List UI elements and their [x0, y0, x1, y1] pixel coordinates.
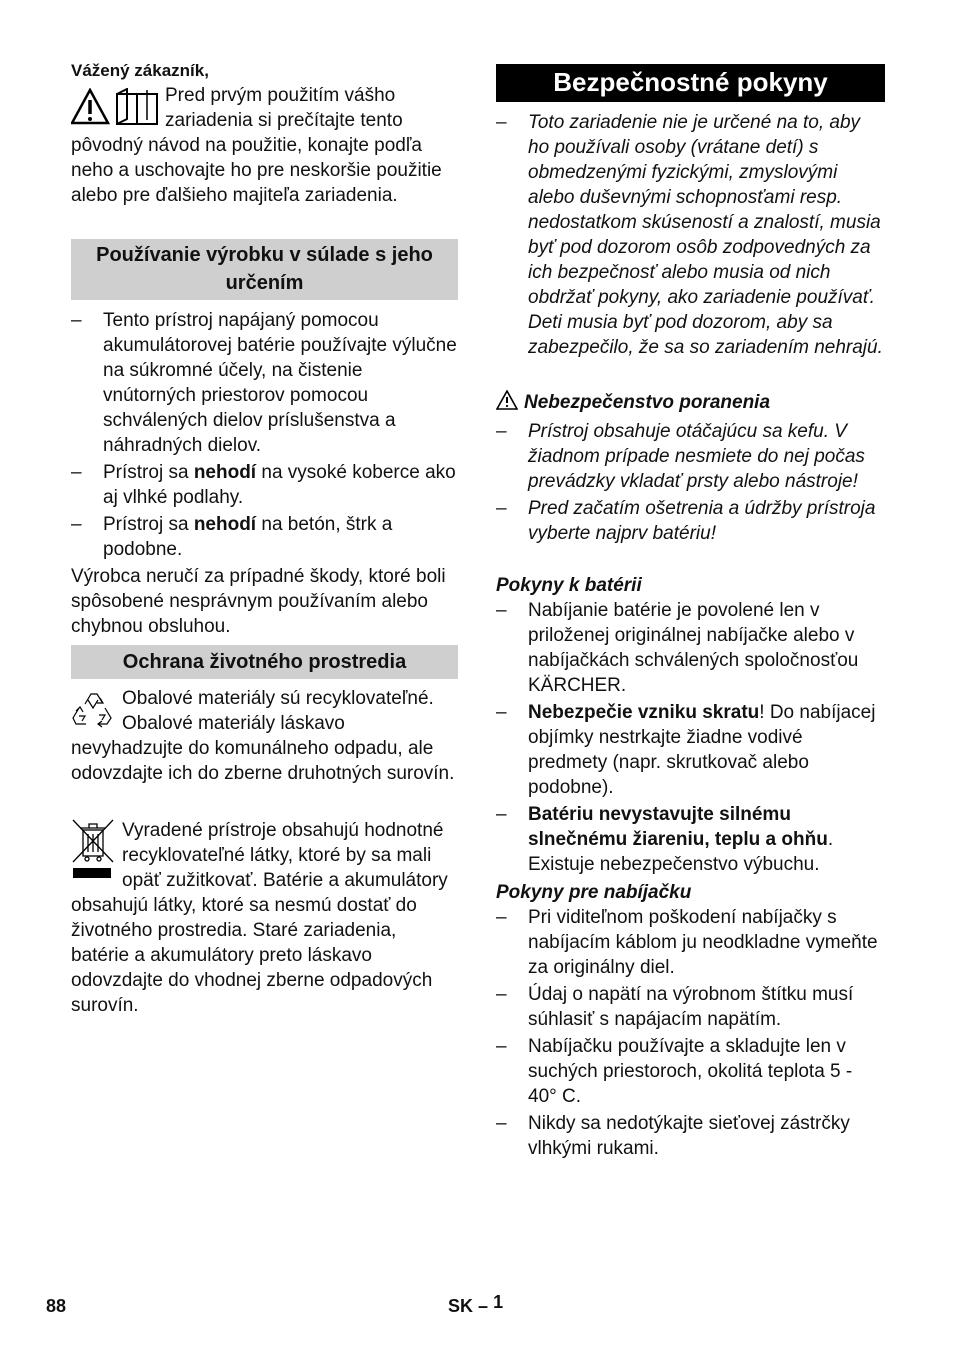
warning-triangle-icon	[496, 390, 518, 410]
dash: –	[496, 112, 507, 133]
dash: –	[71, 310, 82, 331]
recycle-icon-box	[71, 686, 122, 734]
list-item: – Prístroj sa nehodí na betón, štrk a podobne.	[71, 514, 393, 560]
page-label: SK – 1	[448, 1292, 504, 1316]
dash: –	[496, 498, 507, 519]
weee-text: Vyradené prístroje obsahujú hodnotné recyklovateľné látky, ktoré by sa mali opäť zužitkovať. Batérie a akumulátory obsahujú látky, ktoré sa nesmú dostať do životného prostredia. Staré zariadenia, batérie a akumulátory preto láskavo odovzdajte do vhodnej zberne odpadových surovín.	[71, 820, 448, 1016]
dash: –	[496, 600, 507, 621]
dash: –	[496, 907, 507, 928]
weee-icon-box	[71, 818, 122, 892]
safety-title: Bezpečnostné pokyny	[496, 64, 885, 102]
list-item: – Prístroj obsahuje otáčajúcu sa kefu. V žiadnom prípade nesmiete do nej počas prevádzky vkladať prsty alebo nástroje!	[496, 421, 865, 492]
charger-list	[496, 905, 886, 1163]
intended-use-list	[71, 308, 459, 564]
dash: –	[496, 984, 507, 1005]
list-item: – Pri viditeľnom poškodení nabíjačky s nabíjacím káblom ju neodkladne vymeňte za originálny diel.	[496, 907, 878, 978]
list-item: – Pred začatím ošetrenia a údržby prístroja vyberte najprv batériu!	[496, 498, 876, 544]
list-item: – Nabíjanie batérie je povolené len v priloženej originálnej nabíjačke alebo v nabíjačkách schválených spoločnosťou KÄRCHER.	[496, 600, 859, 696]
recycle-icon	[71, 690, 115, 734]
list-item: – Toto zariadenie nie je určené na to, aby ho používali osoby (vrátane detí) s obmedzenými fyzickými, zmyslovými alebo duševnými schopnosťami resp. nedostatkom skúseností a znalostí, musia byť pod dozorom osôb zodpovedných za ich bezpečnosť alebo musia od nich obdržať pokyny, ako zariadenie používať. Deti musia byť pod dozorom, aby sa zabezpečilo, že sa so zariadením nehrajú.	[496, 112, 883, 358]
dash: –	[496, 1036, 507, 1057]
warning-manual-icon	[71, 88, 165, 128]
general-warning-list	[496, 110, 886, 362]
list-item: – Batériu nevystavujte silnému slnečnému žiareniu, teplu a ohňu. Existuje nebezpečenstvo výbuchu.	[496, 804, 834, 875]
dash: –	[71, 514, 82, 535]
weee-paragraph	[71, 818, 459, 1018]
dash: –	[496, 421, 507, 442]
list-item: – Tento prístroj napájaný pomocou akumulátorovej batérie používajte výlučne na súkromné účely, na čistenie vnútorných priestorov pomocou schválených dielov príslušenstva a náhradných dielov.	[71, 310, 457, 456]
section-title-environment: Ochrana životného prostredia	[71, 645, 458, 679]
page-number: 88	[46, 1296, 67, 1316]
battery-heading: Pokyny k batérii	[496, 575, 642, 596]
intro-icons	[71, 83, 165, 131]
dash: –	[71, 462, 82, 483]
intro-text: Pred prvým použitím vášho zariadenia si prečítajte tento pôvodný návod na použitie, konajte podľa neho a uschovajte ho pre neskoršie použitie alebo pre ďalšieho majiteľa zariadenia.	[71, 85, 442, 206]
list-item: – Nabíjačku používajte a skladujte len v suchých priestoroch, okolitá teplota 5 - 40° C.	[496, 1036, 853, 1107]
greeting: Vážený zákazník,	[71, 61, 209, 80]
list-item: – Nikdy sa nedotýkajte sieťovej zástrčky vlhkými rukami.	[496, 1113, 850, 1159]
danger-heading: Nebezpečenstvo poranenia	[496, 390, 770, 415]
charger-heading: Pokyny pre nabíjačku	[496, 882, 692, 903]
list-item: – Prístroj sa nehodí na vysoké koberce ako aj vlhké podlahy.	[71, 462, 456, 508]
recycle-paragraph	[71, 686, 459, 786]
recycle-text: Obalové materiály sú recyklovateľné. Obalové materiály láskavo nevyhadzujte do komunálneho odpadu, ale odovzdajte ich do zberne druhotných surovín.	[71, 688, 455, 784]
battery-list	[496, 598, 886, 879]
list-item: – Údaj o napätí na výrobnom štítku musí súhlasiť s napájacím napätím.	[496, 984, 854, 1030]
liability-note: Výrobca neručí za prípadné škody, ktoré boli spôsobené nesprávnym používaním alebo chybnou obsluhou.	[71, 566, 446, 637]
dash: –	[496, 1113, 507, 1134]
list-item: – Nebezpečie vzniku skratu! Do nabíjacej objímky nestrkajte žiadne vodivé predmety (napr. skrutkovač alebo podobne).	[496, 702, 876, 798]
intro-paragraph	[71, 83, 459, 208]
section-title-intended-use: Používanie výrobku v súlade s jeho určením	[71, 239, 458, 300]
danger-list	[496, 419, 886, 548]
crossed-bin-icon	[71, 818, 117, 884]
dash: –	[496, 804, 507, 825]
dash: –	[496, 702, 507, 723]
